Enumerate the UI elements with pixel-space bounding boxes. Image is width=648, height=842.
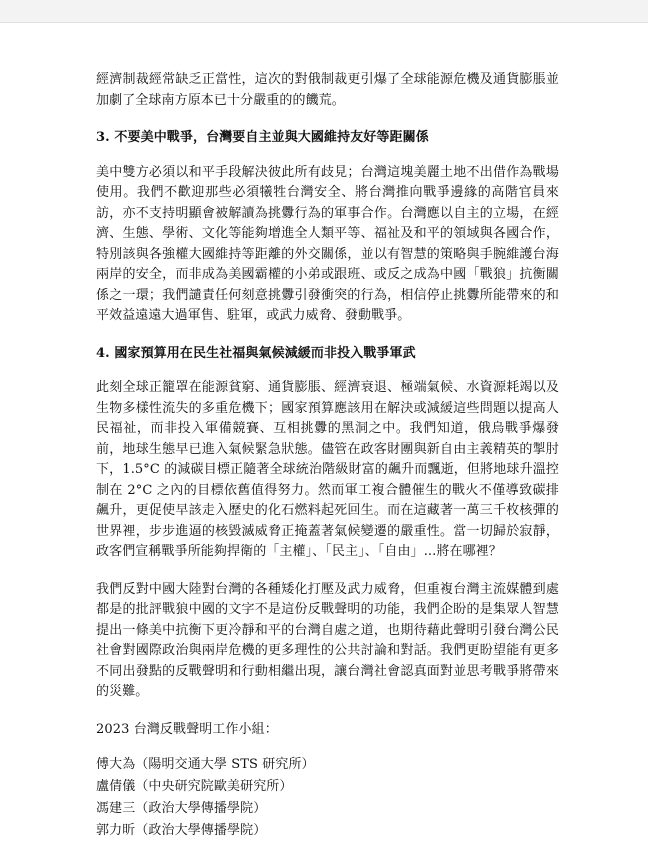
viewer-top-edge xyxy=(0,0,648,23)
section-3-heading: 3. 不要美中戰爭，台灣要自主並與大國維持友好等距關係 xyxy=(96,130,429,145)
document-body xyxy=(96,70,559,842)
section-4-paragraph: 此刻全球正籠罩在能源貧窮、通貨膨脹、經濟衰退、極端氣候、水資源耗竭以及生物多樣性流失的多重危機下；國家預算應該用在解決或減緩這些問題以提高人民福祉，而非投入軍備競賽、互相挑釁的黑洞之中。我們知道，俄烏戰爭爆發前，地球生態早已進入氣候緊急狀態。儘管在政客財團與新自由主義精英的掣肘下，1.5°C 的減碳目標正隨著全球統治階級財富的飆升而飄逝，但將地球升溫控制在 2°C 之內的目標依舊值得努力。然而軍工複合體催生的戰火不僅導致碳排飆升，更促使早該走入歷史的化石燃料起死回生。而在這藏著一萬三千枚核彈的世界裡，步步進逼的核毀滅威脅正掩蓋著氣候變遷的嚴重性。當一切歸於寂靜，政客們宣稱戰爭所能夠捍衛的「主權」、「民主」、「自由」...將在哪裡？ xyxy=(96,380,559,559)
signatory: 盧倩儀（中央研究院歐美研究所） xyxy=(96,779,293,794)
intro-paragraph: 經濟制裁經常缺乏正當性，這次的對俄制裁更引爆了全球能源危機及通貨膨脹並加劇了全球南方原本已十分嚴重的的饑荒。 xyxy=(96,72,559,108)
closing-paragraph: 我們反對中國大陸對台灣的各種矮化打壓及武力威脅，但重複台灣主流媒體到處都是的批評戰狼中國的文字不是這份反戰聲明的功能，我們企盼的是集眾人智慧提出一條美中抗衡下更冷靜和平的台灣自處之道，也期待藉此聲明引發台灣公民社會對國際政治與兩岸危機的更多理性的公共討論和對話。我們更盼望能有更多不同出發點的反戰聲明和行動相繼出現，讓台灣社會認真面對並思考戰爭將帶來的災難。 xyxy=(96,581,559,699)
section-4-heading: 4. 國家預算用在民生社福與氣候減緩而非投入戰爭軍武 xyxy=(96,345,416,361)
signatories-list xyxy=(96,754,559,842)
section-3-paragraph: 美中雙方必須以和平手段解決彼此所有歧見；台灣這塊美麗土地不出借作為戰場使用。我們不歡迎那些必須犧牲台灣安全、將台灣推向戰爭邊緣的高階官員來訪，亦不支持明顯會被解讀為挑釁行為的軍事合作。台灣應以自主的立場，在經濟、生態、學術、文化等能夠增進全人類平等、福祉及和平的領域與各國合作，特別該與各強權大國維持等距離的外交關係，並以有智慧的策略與手腕維護台海兩岸的安全，而非成為美國霸權的小弟或跟班、或反之成為中國「戰狼」抗衡關係之一環；我們譴責任何刻意挑釁引發衝突的行為，相信停止挑釁所能帶來的和平效益遠遠大過軍售、駐軍，或武力威脅、發動戰爭。 xyxy=(96,164,559,323)
signatory: 郭力昕（政治大學傳播學院） xyxy=(96,823,267,838)
signatory: 馮建三（政治大學傳播學院） xyxy=(96,801,267,816)
signatories-title: 2023 台灣反戰聲明工作小組： xyxy=(96,721,278,737)
signatory: 傅大為（陽明交通大學 STS 研究所） xyxy=(96,757,315,772)
